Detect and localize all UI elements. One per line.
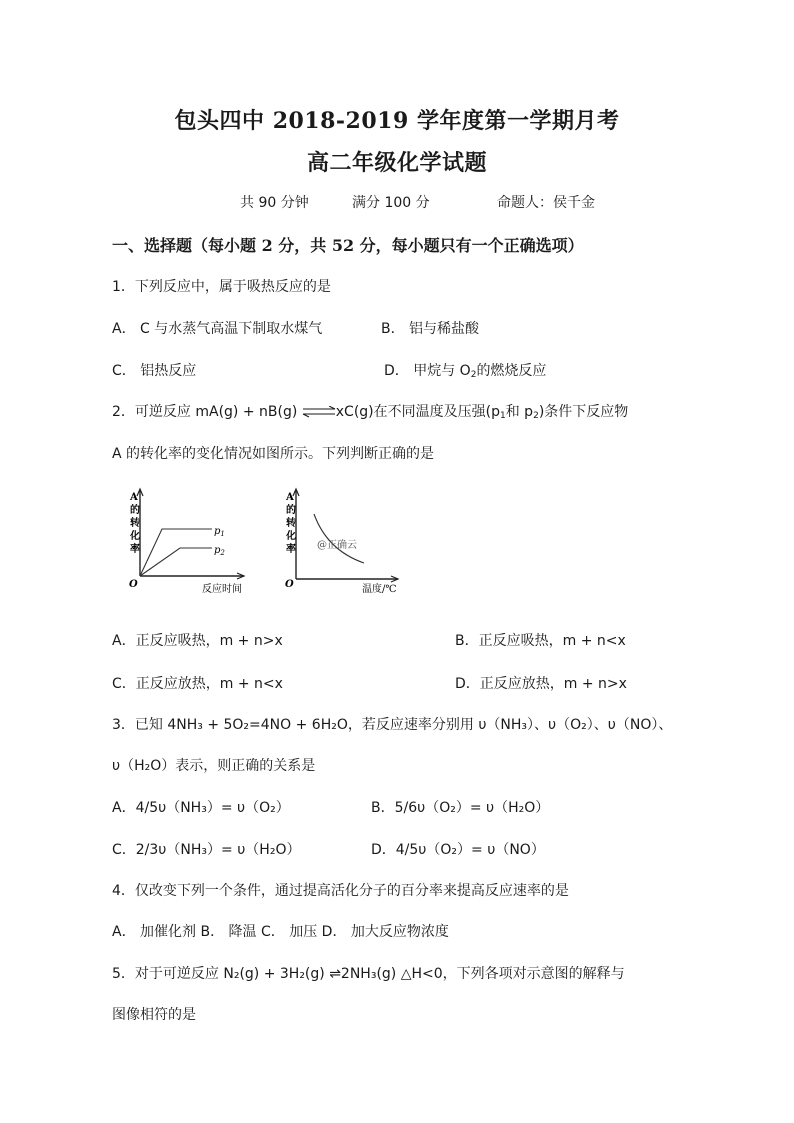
fig1-ylabel-1: 的 [130, 505, 140, 516]
q2-stem-line1: 2．可逆反应 mA(g) + nB(g) xC(g)在不同温度及压强($p_1$和 $p_2$)条件下反应物 [112, 404, 629, 421]
q5-stem-line2: 图像相符的是 [112, 1007, 196, 1023]
q3-option-c: C．2/3υ（NH₃）= υ（H₂O） [112, 842, 301, 858]
fig1-ylabel-4: 率 [130, 544, 140, 555]
q2-option-a: A．正反应吸热，m + n>x [112, 633, 283, 649]
q3-stem-line2: υ（H₂O）表示，则正确的关系是 [112, 758, 316, 774]
fig2-curve [314, 514, 364, 563]
q5-stem-line1: 5．对于可逆反应 N₂(g) + 3H₂(g) ⇌2NH₃(g) △H<0，下列各项对示意图的解释与 [112, 966, 625, 982]
fig1-ylabel-3: 化 [130, 531, 140, 542]
fig2-ylabel-1: 的 [286, 505, 296, 516]
q4-stem: 4．仅改变下列一个条件，通过提高活化分子的百分率来提高反应速率的是 [112, 883, 569, 899]
fig1-xlabel: 反应时间 [202, 584, 242, 595]
q1-stem: 1．下列反应中，属于吸热反应的是 [112, 279, 331, 295]
fig1-curve2-label: $p_2$ [214, 545, 225, 557]
exam-duration: 共 90 分钟 [240, 195, 309, 211]
q3-option-b: B．5/6υ（O₂）= υ（H₂O） [371, 800, 550, 816]
fig1-origin: O [129, 579, 138, 590]
q2-figure-temperature [276, 484, 408, 596]
q3-option-a: A．4/5υ（NH₃）= υ（O₂） [112, 800, 290, 816]
fig2-ylabel-3: 化 [286, 531, 296, 542]
q2-option-c: C．正反应放热，m + n<x [112, 676, 283, 692]
q1-option-b: B． 铝与稀盐酸 [381, 321, 480, 337]
fig1-curve1-label: $p_1$ [214, 526, 225, 538]
fig1-ylabel-2: 转 [130, 518, 140, 529]
q4-options: A． 加催化剂 B． 降温 C． 加压 D． 加大反应物浓度 [112, 924, 449, 940]
q2-stem-line2: A 的转化率的变化情况如图所示。下列判断正确的是 [112, 446, 435, 462]
fig2-ylabel-2: 转 [286, 518, 296, 529]
q1-option-d: D． 甲烷与 $O_2$的燃烧反应 [384, 363, 547, 380]
fig2-xlabel: 温度/℃ [362, 584, 397, 595]
q2-option-b: B．正反应吸热，m + n<x [455, 633, 626, 649]
q1-option-a: A． C 与水蒸气高温下制取水煤气 [112, 321, 323, 337]
page-subtitle: 高二年级化学试题 [306, 150, 487, 176]
fig2-ylabel-4: 率 [286, 544, 296, 555]
exam-full-score: 满分 100 分 [352, 195, 430, 211]
q1-option-c: C． 铝热反应 [112, 363, 197, 379]
fig2-watermark: @正确云 [317, 540, 357, 551]
q2-option-d: D．正反应放热，m + n>x [455, 676, 627, 692]
q3-stem-line1: 3．已知 4NH₃ + 5O₂=4NO + 6H₂O，若反应速率分别用 υ（NH₃）、υ（O₂）、υ（NO）、 [112, 717, 673, 733]
section-heading: 一、选择题（每小题 2 分，共 52 分，每小题只有一个正确选项） [112, 236, 584, 255]
q2-figure-pressure [118, 484, 258, 596]
page-title: 包头四中 2018-2019 学年度第一学期月考 [174, 108, 620, 134]
fig2-ylabel-0: A [286, 492, 294, 503]
equilibrium-arrow-icon [302, 406, 336, 418]
fig2-origin: O [285, 579, 294, 590]
exam-author: 命题人：侯千金 [497, 195, 595, 211]
fig1-ylabel-0: A [130, 492, 138, 503]
q3-option-d: D．4/5υ（O₂）= υ（NO） [371, 842, 545, 858]
